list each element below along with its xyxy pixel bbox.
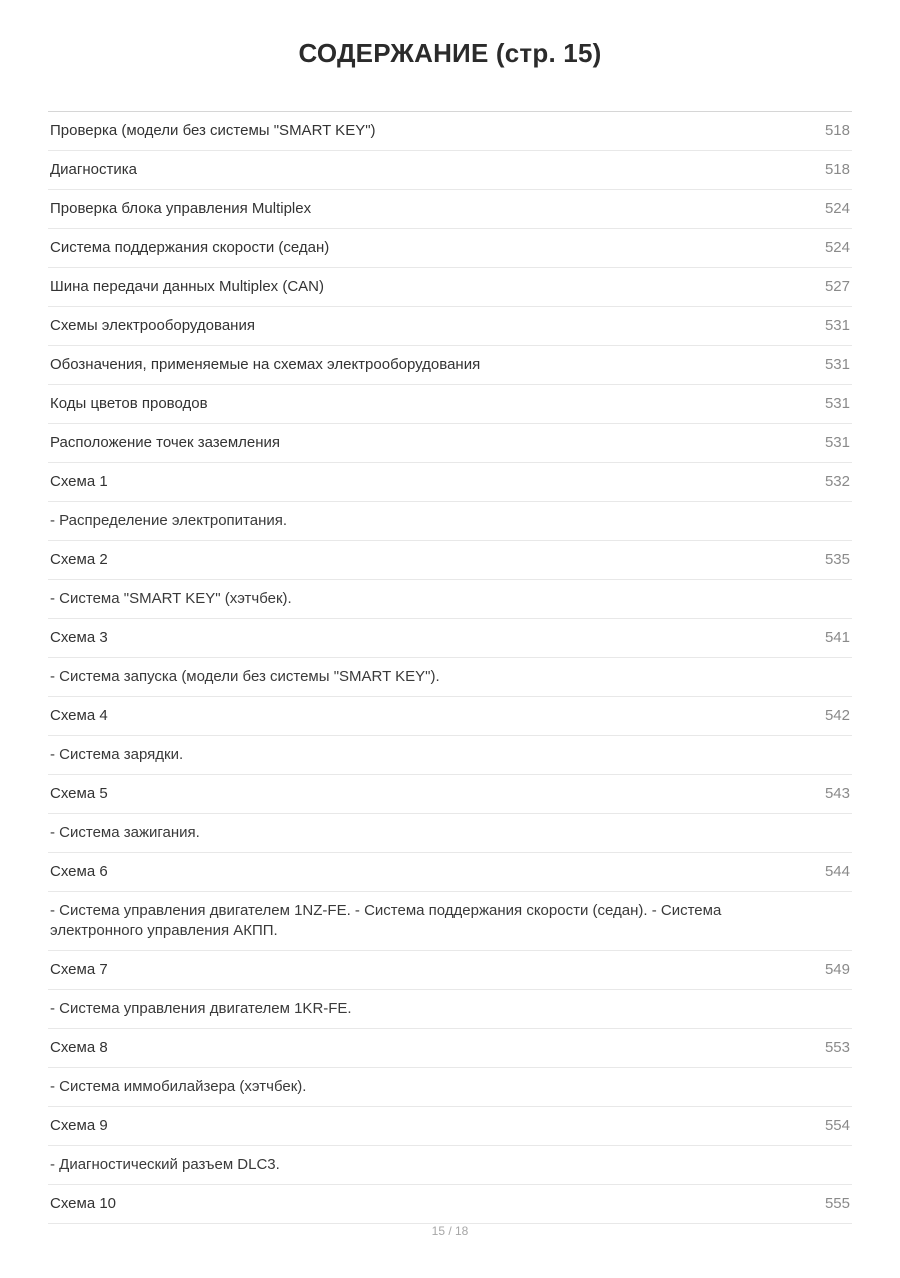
toc-entry-label: Проверка блока управления Multiplex [50,200,312,217]
toc-entry-label: Диагностика [50,161,137,178]
toc-entry[interactable] [48,151,852,190]
toc-entry[interactable] [48,541,852,580]
toc-entry-label: Система поддержания скорости (седан) [50,239,330,256]
toc-entry-page: 518 [824,161,850,178]
toc-entry-label: Схема 3 [50,629,108,646]
toc-entry[interactable] [48,1185,852,1224]
toc-entry[interactable] [48,658,852,697]
toc-entry-page: 524 [824,200,850,217]
toc-entry-page: 524 [824,239,850,256]
toc-entry[interactable] [48,1068,852,1107]
toc-entry-page: 553 [824,1039,850,1056]
toc-entry[interactable] [48,229,852,268]
toc-entry-label: Схемы электрооборудования [50,317,255,334]
toc-entry-label: - Система зарядки. [50,746,184,763]
toc-entry-label: - Диагностический разъем DLC3. [50,1156,280,1173]
toc-entry[interactable] [48,990,852,1029]
toc-entry[interactable] [48,853,852,892]
toc-entry-page: 518 [824,122,850,139]
toc-entry-page: 535 [824,551,850,568]
toc-entry-label: Проверка (модели без системы "SMART KEY") [50,122,376,139]
toc-entry-page: 531 [824,395,850,412]
toc-entry-page: 544 [824,863,850,880]
toc-entry[interactable] [48,385,852,424]
toc-entry[interactable] [48,424,852,463]
toc-entry-label: Схема 9 [50,1117,108,1134]
toc-entry[interactable] [48,951,852,990]
toc-entry[interactable] [48,697,852,736]
toc-entry[interactable] [48,268,852,307]
toc-entry-label: Шина передачи данных Multiplex (CAN) [50,278,324,295]
toc-entry[interactable] [48,892,852,951]
toc-entry[interactable] [48,502,852,541]
toc-entry-label: Обозначения, применяемые на схемах электрооборудования [50,356,481,373]
toc-entry-label: Схема 8 [50,1039,108,1056]
toc-entry[interactable] [48,775,852,814]
toc-entry-label: Схема 10 [50,1195,117,1212]
table-of-contents [48,112,852,1224]
toc-entry-label: - Система управления двигателем 1KR-FE. [50,1000,352,1017]
toc-entry-label: - Система иммобилайзера (хэтчбек). [50,1078,307,1095]
toc-entry-page: 541 [824,629,850,646]
toc-entry[interactable] [48,1146,852,1185]
toc-entry-label: - Система "SMART KEY" (хэтчбек). [50,590,292,607]
toc-entry-label: Схема 2 [50,551,108,568]
toc-entry[interactable] [48,346,852,385]
toc-entry-label: Схема 6 [50,863,108,880]
toc-entry[interactable] [48,736,852,775]
toc-entry-label: Коды цветов проводов [50,395,208,412]
toc-entry-label: - Система управления двигателем 1NZ-FE. - Система поддержания скорости (седан). - Система электронного управления АКПП. [50,902,722,939]
toc-entry-page: 543 [824,785,850,802]
toc-entry-label: - Распределение электропитания. [50,512,288,529]
toc-entry-label: Схема 1 [50,473,108,490]
toc-entry-page: 549 [824,961,850,978]
toc-entry[interactable] [48,1029,852,1068]
toc-entry-label: - Система зажигания. [50,824,200,841]
toc-entry-label: Схема 5 [50,785,108,802]
toc-entry-label: Схема 4 [50,707,108,724]
page-title: СОДЕРЖАНИЕ (стр. 15) [298,38,602,68]
page-footer: 15 / 18 [431,1224,469,1238]
toc-entry-page: 531 [824,356,850,373]
toc-entry[interactable] [48,463,852,502]
toc-entry[interactable] [48,307,852,346]
toc-entry[interactable] [48,112,852,151]
toc-entry-page: 531 [824,317,850,334]
toc-entry-label: Схема 7 [50,961,108,978]
toc-entry[interactable] [48,580,852,619]
toc-entry-page: 555 [824,1195,850,1212]
toc-entry-label: Расположение точек заземления [50,434,281,451]
toc-entry-page: 531 [824,434,850,451]
toc-entry-page: 532 [824,473,850,490]
toc-entry[interactable] [48,190,852,229]
toc-entry-page: 542 [824,707,850,724]
toc-entry-page: 554 [824,1117,850,1134]
toc-entry[interactable] [48,619,852,658]
toc-entry-label: - Система запуска (модели без системы "SMART KEY"). [50,668,440,685]
toc-entry[interactable] [48,1107,852,1146]
toc-entry[interactable] [48,814,852,853]
toc-entry-page: 527 [824,278,850,295]
